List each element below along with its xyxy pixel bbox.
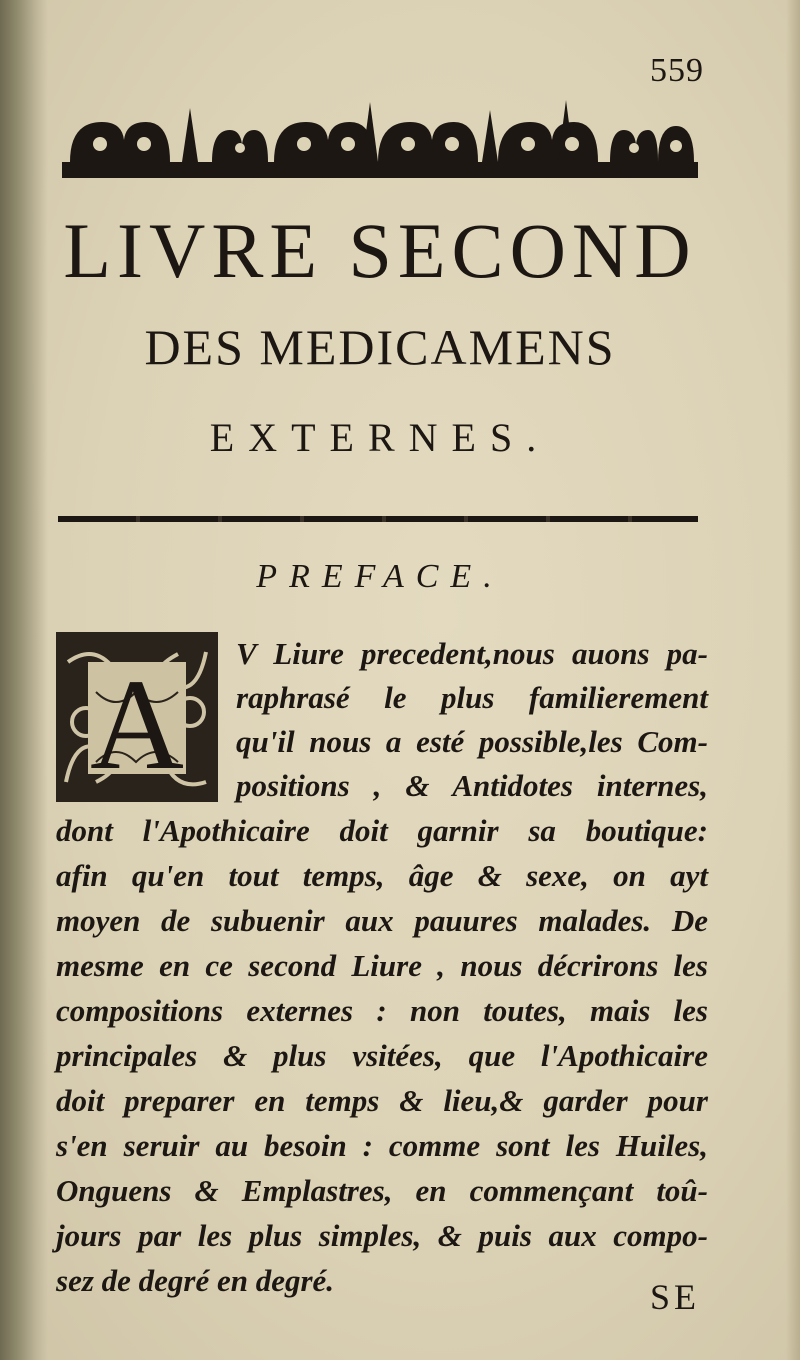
preface-body (56, 808, 708, 1303)
page-edge-shadow (786, 0, 800, 1360)
text-line: moyen de subuenir aux pauures malades. De (56, 903, 708, 938)
decorative-dropcap (56, 632, 218, 802)
horizontal-rule (58, 516, 698, 522)
text-line: qu'il nous a esté possible,les Com- (236, 724, 708, 759)
page-gutter-shadow (0, 0, 48, 1360)
book-subtitle-2: EXTERNES. (209, 415, 551, 460)
text-line: doit preparer en temps & lieu,& garder pour (56, 1083, 708, 1118)
text-line: raphrasé le plus familierement (236, 680, 708, 715)
text-line: afin qu'en tout temps, âge & sexe, on ayt (56, 858, 708, 893)
text-line: Onguens & Emplastres, en commençant toû- (56, 1173, 708, 1208)
page-number: 559 (650, 52, 704, 89)
text-line: sez de degré en degré. (56, 1263, 335, 1298)
book-title: LIVRE SECOND (63, 207, 697, 294)
text-line: principales & plus vsitées, que l'Apothicaire (56, 1038, 708, 1073)
text-line: s'en seruir au besoin : comme sont les Huiles, (56, 1128, 708, 1163)
text-line: V Liure precedent,nous auons pa- (236, 636, 708, 671)
ornamental-headpiece (62, 100, 698, 180)
dropcap-letter: A (90, 653, 184, 797)
text-line: jours par les plus simples, & puis aux compo- (56, 1218, 708, 1253)
text-line: mesme en ce second Liure , nous décrirons les (56, 948, 708, 983)
preface-first-lines (236, 632, 708, 808)
catchword: SE (649, 1277, 700, 1317)
section-heading: PREFACE. (256, 558, 504, 595)
text-line: compositions externes : non toutes, mais les (56, 993, 708, 1028)
text-line: positions , & Antidotes internes, (236, 768, 708, 803)
text-line: dont l'Apothicaire doit garnir sa boutique: (56, 813, 708, 848)
book-subtitle: DES MEDICAMENS (144, 319, 616, 375)
